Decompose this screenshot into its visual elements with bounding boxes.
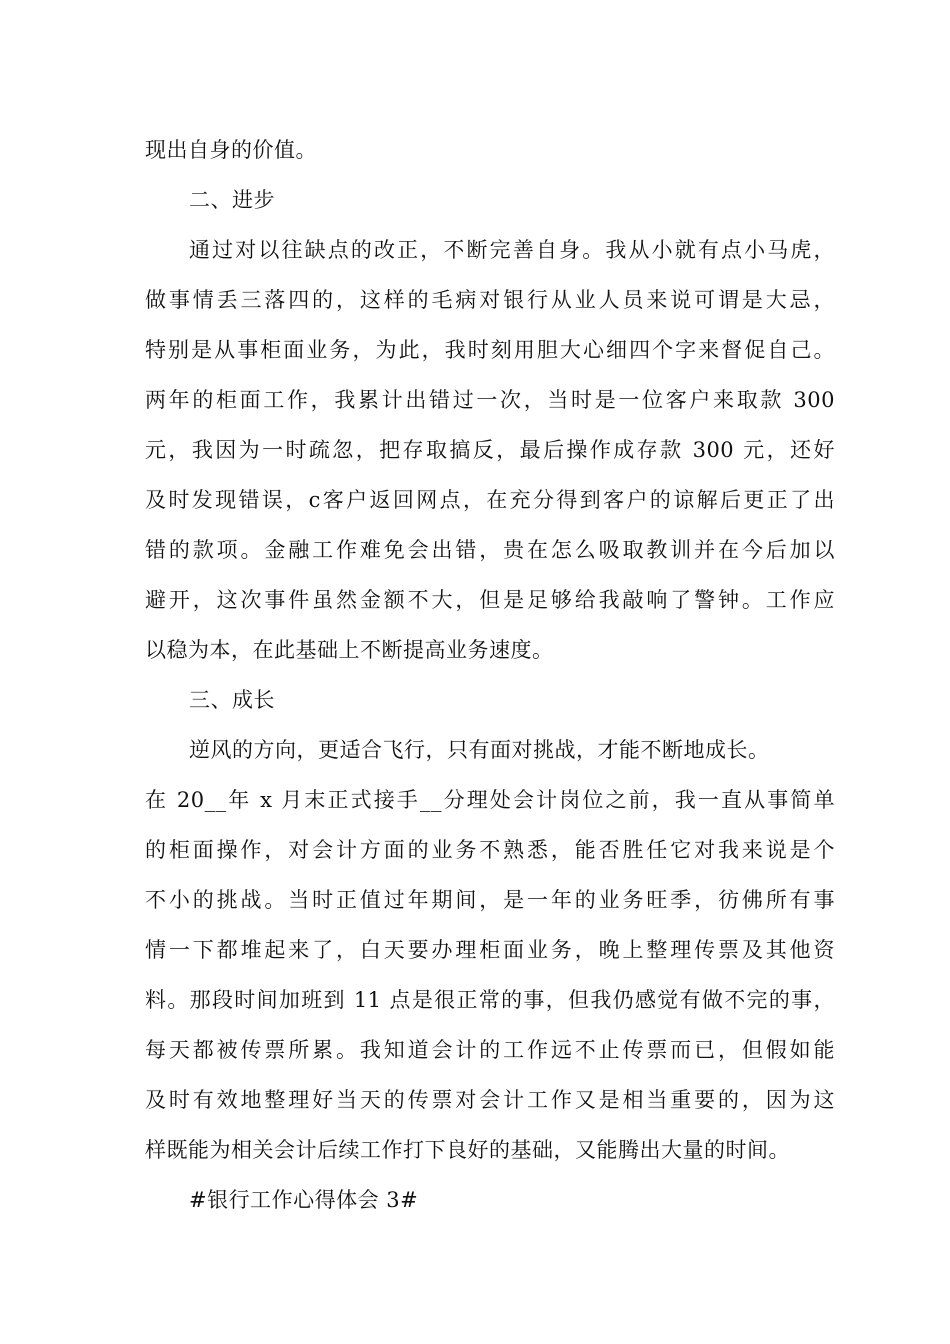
paragraph-line: 元，我因为一时疏忽，把存取搞反，最后操作成存款 300 元，还好 [145,438,835,462]
paragraph-line: 两年的柜面工作，我累计出错过一次，当时是一位客户来取款 300 [145,388,835,412]
paragraph-line: 及时有效地整理好当天的传票对会计工作又是相当重要的，因为这 [145,1088,835,1112]
paragraph-line: 及时发现错误，c客户返回网点，在充分得到客户的谅解后更正了出 [145,488,835,512]
paragraph-line: 以稳为本，在此基础上不断提高业务速度。 [145,638,554,662]
paragraph-line: 错的款项。金融工作难免会出错，贵在怎么吸取教训并在今后加以 [145,538,835,562]
paragraph-line: 不小的挑战。当时正值过年期间，是一年的业务旺季，彷佛所有事 [145,888,835,912]
paragraph-line: 做事情丢三落四的，这样的毛病对银行从业人员来说可谓是大忌， [145,288,835,312]
paragraph-line: 每天都被传票所累。我知道会计的工作远不止传票而已，但假如能 [145,1038,835,1062]
section-heading-progress: 二、进步 [189,188,275,212]
section-title: #银行工作心得体会 3# [189,1188,419,1212]
paragraph-line: 现出自身的价值。 [145,138,317,162]
paragraph-line: 在 20__年 x 月末正式接手__分理处会计岗位之前，我一直从事简单 [145,788,835,812]
paragraph-line: 逆风的方向，更适合飞行，只有面对挑战，才能不断地成长。 [189,738,770,762]
paragraph-line: 特别是从事柜面业务，为此，我时刻用胆大心细四个字来督促自己。 [145,338,835,362]
paragraph-line: 情一下都堆起来了，白天要办理柜面业务，晚上整理传票及其他资 [145,938,835,962]
paragraph-line: 的柜面操作，对会计方面的业务不熟悉，能否胜任它对我来说是个 [145,838,835,862]
section-heading-growth: 三、成长 [189,688,275,712]
paragraph-line: 通过对以往缺点的改正，不断完善自身。我从小就有点小马虎， [189,238,835,262]
paragraph-line: 料。那段时间加班到 11 点是很正常的事，但我仍感觉有做不完的事， [145,988,835,1012]
paragraph-line: 避开，这次事件虽然金额不大，但是足够给我敲响了警钟。工作应 [145,588,835,612]
paragraph-line: 样既能为相关会计后续工作打下良好的基础，又能腾出大量的时间。 [145,1138,790,1162]
